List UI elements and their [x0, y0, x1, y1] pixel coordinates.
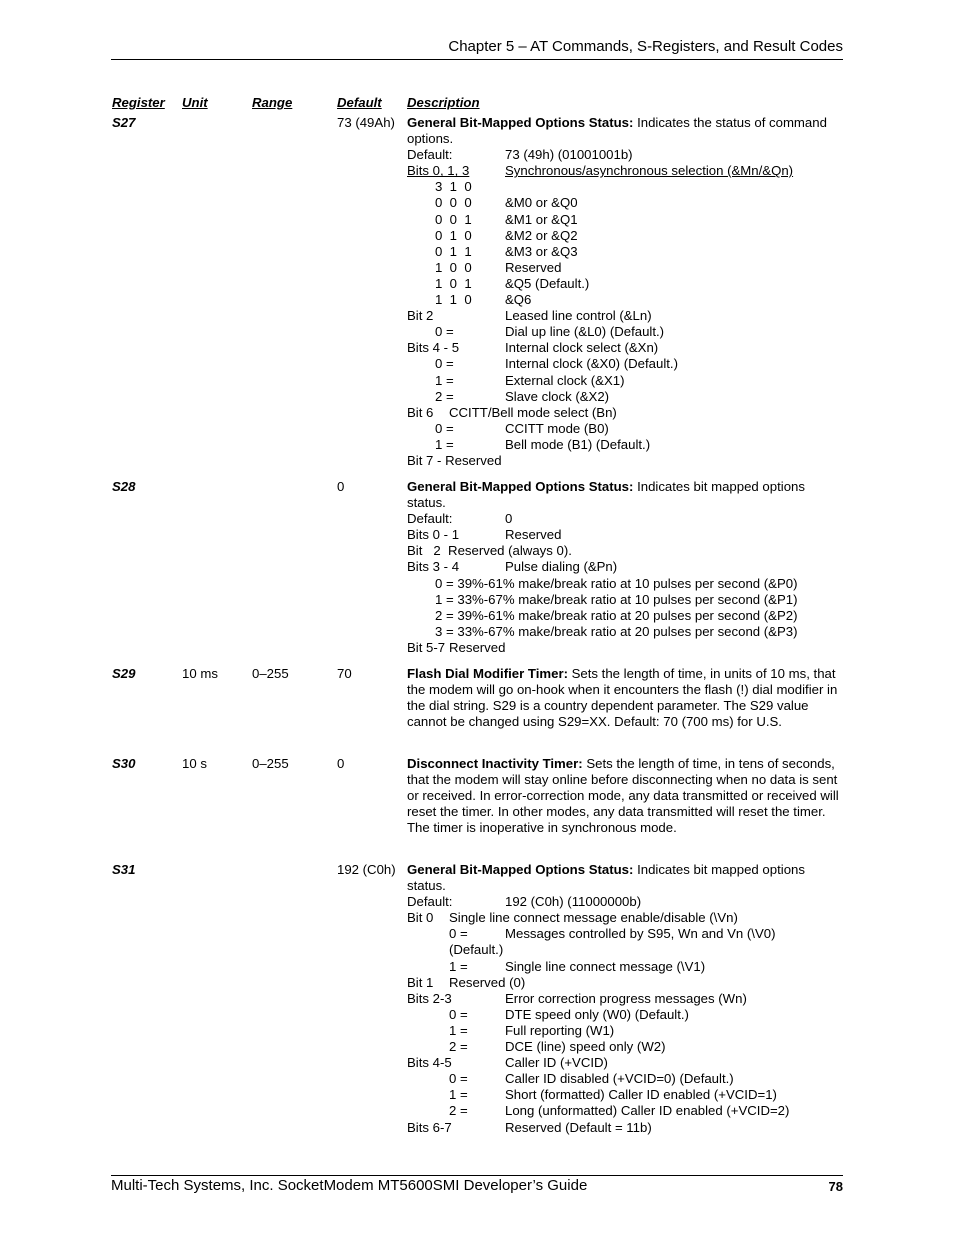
s29-description	[407, 666, 843, 730]
column-header-range: Range	[252, 95, 293, 110]
s27-bits013-desc: Synchronous/asynchronous selection (&Mn/&Qn)	[505, 163, 794, 179]
list-item: 1 = Short (formatted) Caller ID enabled (+VCID=1)	[449, 1087, 777, 1103]
list-item: 0 = Internal clock (&X0) (Default.)	[435, 356, 678, 372]
s28-bits57-desc: Reserved	[449, 639, 506, 655]
list-item: 0 1 1 &M3 or &Q3	[435, 243, 578, 259]
s31-summary	[407, 862, 843, 894]
s27-default: 73 (49Ah)	[337, 115, 395, 130]
list-item: 1 = 33%-67% make/break ratio at 10 pulses per second (&P1)	[435, 591, 798, 607]
list-item: 2 = Slave clock (&X2)	[435, 388, 610, 404]
s27-description	[407, 115, 843, 469]
column-header-register: Register	[112, 95, 165, 110]
list-item: 2 = 39%-61% make/break ratio at 20 pulses per second (&P2)	[435, 607, 798, 623]
list-item: 1 = Full reporting (W1)	[449, 1022, 615, 1038]
list-item: 1 0 1 &Q5 (Default.)	[435, 275, 590, 291]
s27-bit2-label: Bit 2	[407, 308, 434, 324]
s28-text: Indicates bit mapped options status.	[407, 479, 805, 511]
s27-bit2-desc: Leased line control (&Ln)	[505, 308, 652, 324]
column-header-unit: Unit	[182, 95, 208, 110]
s31-bits23-desc: Error correction progress messages (Wn)	[505, 990, 747, 1006]
header-rule	[111, 59, 843, 60]
s31-default-label: Default:	[407, 894, 453, 910]
s27-summary	[407, 115, 843, 147]
s31-description	[407, 862, 843, 1136]
register-s27: S27	[112, 115, 136, 130]
s28-bit2: Bit 2 Reserved (always 0).	[407, 543, 572, 559]
page-number: 78	[828, 1179, 843, 1194]
s28-title: General Bit-Mapped Options Status:	[407, 479, 634, 494]
column-header-default: Default	[337, 95, 382, 110]
s27-default-value: 73 (49h) (01001001b)	[505, 147, 633, 163]
s27-bits013-label: Bits 0, 1, 3	[407, 163, 470, 179]
list-item: 0 = Messages controlled by S95, Wn and Vn (\V0)	[449, 926, 776, 942]
list-item: 2 = DCE (line) speed only (W2)	[449, 1039, 666, 1055]
s29-summary	[407, 666, 843, 730]
s30-title: Disconnect Inactivity Timer:	[407, 756, 583, 771]
s31-title: General Bit-Mapped Options Status:	[407, 862, 634, 877]
list-item: 1 1 0 &Q6	[435, 292, 532, 308]
s29-title: Flash Dial Modifier Timer:	[407, 666, 568, 681]
s31-bits45-label: Bits 4-5	[407, 1055, 452, 1071]
register-s31: S31	[112, 862, 136, 877]
list-item: 3 = 33%-67% make/break ratio at 20 pulses per second (&P3)	[435, 623, 798, 639]
s31-bits67-desc: Reserved (Default = 11b)	[505, 1119, 652, 1135]
s31-bits23-label: Bits 2-3	[407, 990, 452, 1006]
list-item: 1 = Bell mode (B1) (Default.)	[435, 436, 651, 452]
s30-unit: 10 s	[182, 756, 207, 771]
s29-text: Sets the length of time, in units of 10 ms, that the modem will go on-hook when it encounters the flash (!) dial modifier in the dial string. S29 is a country dependent parameter. The S29 value cannot be changed using S29=XX. Default: 70 (700 ms) for U.S.	[407, 666, 838, 730]
s30-text: Sets the length of time, in tens of seconds, that the modem will stay online before disconnecting when no data is sent or received. In error-correction mode, any data transmitted or received will reset the timer. In other modes, any data transmitted will reset the timer. The timer is inoperative in synchronous mode.	[407, 756, 839, 836]
column-header-description: Description	[407, 95, 480, 110]
s27-bits45-label: Bits 4 - 5	[407, 340, 460, 356]
s29-default: 70	[337, 666, 352, 681]
s27-bits013-header: 3 1 0	[435, 179, 472, 195]
s31-bits67-label: Bits 6-7	[407, 1119, 452, 1135]
list-item: 0 0 0 &M0 or &Q0	[435, 195, 578, 211]
list-item: 0 = Caller ID disabled (+VCID=0) (Default.)	[449, 1071, 734, 1087]
list-item: 2 = Long (unformatted) Caller ID enabled (+VCID=2)	[449, 1103, 790, 1119]
s28-bits34-desc: Pulse dialing (&Pn)	[505, 559, 618, 575]
list-item: 0 = CCITT mode (B0)	[435, 420, 609, 436]
s30-range: 0–255	[252, 756, 289, 771]
s27-bits013-table	[407, 195, 843, 308]
page-header: Chapter 5 – AT Commands, S-Registers, and Result Codes	[448, 38, 843, 55]
s31-bit1-desc: Reserved (0)	[449, 974, 526, 990]
s28-summary	[407, 479, 843, 511]
list-item: 0 = 39%-61% make/break ratio at 10 pulses per second (&P0)	[435, 575, 798, 591]
list-item: 0 = DTE speed only (W0) (Default.)	[449, 1006, 689, 1022]
s27-default-label: Default:	[407, 147, 453, 163]
s28-description	[407, 479, 843, 656]
list-item: 1 = Single line connect message (\V1)	[449, 958, 706, 974]
register-s29: S29	[112, 666, 136, 681]
s28-default: 0	[337, 479, 345, 494]
s29-range: 0–255	[252, 666, 289, 681]
list-item: (Default.)	[449, 942, 504, 958]
list-item: 0 0 1 &M1 or &Q1	[435, 211, 578, 227]
register-s30: S30	[112, 756, 136, 771]
s27-bit6-desc: CCITT/Bell mode select (Bn)	[449, 404, 617, 420]
s30-summary	[407, 756, 843, 836]
s28-bits01-label: Bits 0 - 1	[407, 527, 460, 543]
s28-bits01-desc: Reserved	[505, 527, 562, 543]
s28-default-value: 0	[505, 511, 513, 527]
s31-bit0-desc: Single line connect message enable/disable (\Vn)	[449, 910, 738, 926]
s31-bit1-label: Bit 1	[407, 974, 434, 990]
s27-bit7: Bit 7 - Reserved	[407, 452, 502, 468]
s27-title: General Bit-Mapped Options Status:	[407, 115, 634, 130]
s28-bits34-label: Bits 3 - 4	[407, 559, 460, 575]
s31-bit0-label: Bit 0	[407, 910, 434, 926]
s30-description	[407, 756, 843, 836]
s28-default-label: Default:	[407, 511, 453, 527]
list-item: 0 = Dial up line (&L0) (Default.)	[435, 324, 665, 340]
s27-bit6-label: Bit 6	[407, 404, 434, 420]
list-item: 0 1 0 &M2 or &Q2	[435, 227, 578, 243]
s28-bits57-label: Bit 5-7	[407, 639, 446, 655]
s31-bits45-desc: Caller ID (+VCID)	[505, 1055, 608, 1071]
s27-bits45-desc: Internal clock select (&Xn)	[505, 340, 659, 356]
footer-rule	[111, 1175, 843, 1176]
s29-unit: 10 ms	[182, 666, 218, 681]
s31-text: Indicates bit mapped options status.	[407, 862, 805, 894]
list-item: 1 0 0 Reserved	[435, 259, 562, 275]
s31-default-value: 192 (C0h) (11000000b)	[505, 894, 642, 910]
register-s28: S28	[112, 479, 136, 494]
s31-default: 192 (C0h)	[337, 862, 396, 877]
s27-text: Indicates the status of command options.	[407, 115, 827, 147]
footer-title: Multi-Tech Systems, Inc. SocketModem MT5600SMI Developer’s Guide	[111, 1177, 588, 1194]
list-item: 1 = External clock (&X1)	[435, 372, 625, 388]
s30-default: 0	[337, 756, 345, 771]
